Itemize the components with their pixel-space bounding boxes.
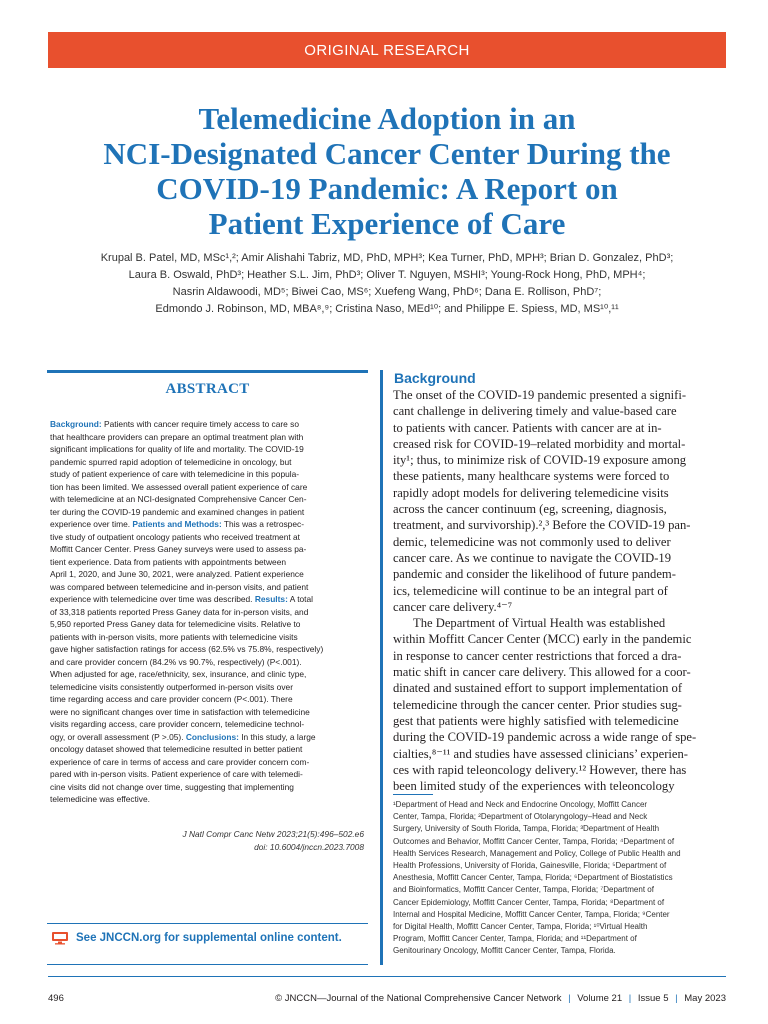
abstract-panel	[47, 370, 368, 965]
section-banner	[48, 32, 726, 68]
body-line: matic shift in cancer care delivery. This allowed for a coor-	[393, 665, 691, 680]
article-title	[48, 101, 726, 241]
body-line: dinated and sustained effort to support implementation of	[393, 681, 683, 696]
affiliation-line: Outcomes and Behavior, Moffitt Cancer Center, Tampa, Florida; ⁴Department of	[393, 836, 675, 846]
abstract-line: Moffitt Cancer Center. Press Ganey surveys were used to assess pa-	[50, 544, 307, 554]
abstract-line: telemedicine visits consistently outperformed in-person visits over	[50, 681, 293, 692]
author-line: Krupal B. Patel, MD, MSc¹,²; Amir Alishahi Tabriz, MD, PhD, MPH³; Kea Turner, PhD, MPH³; Brian D. Gonzalez, PhD³;	[100, 252, 674, 264]
affiliations-rule	[393, 794, 433, 795]
body-line: creased risk for COVID-19–related morbidity and mortal-	[393, 436, 686, 451]
affiliation-line: Genitourinary Oncology, Moffitt Cancer Center, Tampa, Florida.	[393, 946, 616, 956]
background-body	[393, 387, 713, 794]
abstract-label-background: Background:	[50, 419, 102, 429]
abstract-line: April 1, 2020, and June 30, 2021, were analyzed. Patient experience	[50, 569, 304, 579]
abstract-line: visits regarding access, care provider concern, telemedicine technol-	[50, 719, 305, 729]
body-line: The Department of Virtual Health was established	[413, 616, 666, 631]
body-line: during the COVID-19 pandemic across a wide range of spe-	[393, 730, 697, 745]
banner-label: ORIGINAL RESEARCH	[304, 41, 470, 59]
abstract-line: tive study of outpatient oncology patients who received treatment at	[50, 531, 301, 542]
abstract-line: that healthcare providers can prepare an optimal treatment plan with	[50, 431, 304, 442]
affiliation-line: Health Professions, University of Florida, Gainesville, Florida; ⁵Department of	[393, 861, 667, 871]
column-rule	[380, 370, 383, 965]
affiliation-line: Cancer Epidemiology, Moffitt Cancer Center, Tampa, Florida; ⁸Department of	[393, 897, 665, 907]
abstract-body	[50, 418, 366, 806]
footer-separator: |	[568, 993, 571, 1004]
abstract-line: tient experience. Data from patients with appointments between	[50, 556, 287, 567]
citation-journal: J Natl Compr Canc Netw 2023;21(5):496–502.e6	[182, 829, 364, 839]
background-heading: Background	[394, 370, 476, 386]
title-line: Telemedicine Adoption in an	[198, 101, 576, 136]
abstract-line: cine visits did not change over time, suggesting that implementing	[50, 781, 294, 792]
affiliation-line: ¹Department of Head and Neck and Endocrine Oncology, Moffitt Cancer	[393, 800, 648, 809]
abstract-line: Background: Patients with cancer require timely access to care so	[50, 419, 300, 429]
affiliation-line: and Bioinformatics, Moffitt Cancer Center, Tampa, Florida; ⁷Department of	[393, 885, 654, 895]
body-line: ics, telemedicine will continue to be an integral part of	[393, 583, 668, 598]
title-line: COVID-19 Pandemic: A Report on	[156, 171, 618, 206]
affiliation-line: Center, Tampa, Florida; ²Department of Otolaryngology–Head and Neck	[393, 812, 648, 822]
abstract-line: with telemedicine at an NCI-designated Comprehensive Cancer Cen-	[50, 494, 307, 504]
abstract-line: significant implications for quality of life and mortality. The COVID-19	[50, 444, 304, 454]
body-line: demic, telemedicine was not commonly used to deliver	[393, 534, 671, 549]
body-line: been limited study of the experiences with teleoncology	[393, 779, 675, 794]
body-line: cialties,⁸⁻¹¹ and studies have assessed clinicians’ experien-	[393, 746, 688, 761]
abstract-line: pared with in-person visits. Patient experience of care with telemedi-	[50, 769, 303, 779]
body-line: these patients, many healthcare systems were forced to	[393, 469, 670, 484]
abstract-line: telemedicine was effective.	[50, 794, 150, 804]
footer-separator: |	[675, 993, 678, 1004]
body-line: rapidly adopt models for delivering telemedicine visits	[393, 485, 669, 500]
affiliation-line: Health Services Research, Management and Policy, College of Public Health and	[393, 848, 681, 858]
body-line: gest that patients were highly satisfied with telemedicine	[393, 713, 679, 728]
affiliations	[393, 799, 723, 958]
abstract-line: oncology dataset showed that telemedicine resulted in better patient	[50, 744, 303, 754]
abstract-line: and care provider concern (84.2% vs 90.7%, respectively) (P<.001).	[50, 656, 302, 667]
abstract-heading: ABSTRACT	[165, 381, 250, 397]
author-line: Laura B. Oswald, PhD³; Heather S.L. Jim, PhD³; Oliver T. Nguyen, MSHI³; Young-Rock Hong, PhD, MPH⁴;	[128, 269, 646, 281]
citation-doi[interactable]: doi: 10.6004/jnccn.2023.7008	[254, 841, 364, 852]
body-line: ity¹; thus, to minimize risk of COVID-19 exposure among	[393, 453, 687, 468]
abstract-line: were no significant changes over time in satisfaction with telemedicine	[50, 706, 310, 717]
body-line: cancer care delivery.⁴⁻⁷	[393, 599, 513, 614]
abstract-line: tion has been limited. We assessed overall patient experience of care	[50, 481, 308, 492]
abstract-line: study of patient experience of care with telemedicine in this popula-	[50, 469, 300, 479]
footer-rule	[48, 976, 726, 977]
journal-issue: Issue 5	[637, 993, 669, 1004]
title-line: Patient Experience of Care	[208, 206, 566, 241]
abstract-line: experience with telemedicine over time was described. Results: A total	[50, 594, 314, 604]
abstract-line: When adjusted for age, race/ethnicity, sex, insurance, and clinic type,	[50, 669, 307, 679]
journal-date: May 2023	[684, 993, 726, 1004]
abstract-label-results: Results:	[254, 594, 288, 604]
abstract-line: time regarding access and care provider concern (P<.001). There	[50, 694, 293, 704]
abstract-label-methods: Patients and Methods:	[132, 519, 222, 529]
body-line: pandemic and consider the likelihood of future pandem-	[393, 567, 676, 582]
body-line: cant challenge in delivering timely and value-based care	[393, 404, 677, 419]
abstract-label-conclusions: Conclusions:	[185, 731, 239, 742]
abstract-line: patients with in-person visits, more patients with telemedicine visits	[50, 631, 298, 642]
affiliation-line: for Digital Health, Moffitt Cancer Center, Tampa, Florida; ¹⁰Virtual Health	[393, 922, 648, 932]
affiliation-line: Internal and Hospital Medicine, Moffitt Cancer Center, Tampa, Florida; ⁹Center	[393, 909, 670, 919]
author-line: Edmondo J. Robinson, MD, MBA⁸,⁹; Cristina Naso, MEd¹⁰; and Philippe E. Spiess, MD, MS¹⁰,¹¹	[155, 303, 619, 315]
journal-volume: Volume 21	[577, 993, 623, 1004]
abstract-line: ter during the COVID-19 pandemic and examined changes in patient	[50, 506, 305, 517]
body-line: ces with rapid teleoncology delivery.¹² However, there has	[393, 762, 687, 777]
abstract-line: experience of care in terms of access and care provider concern com-	[50, 756, 310, 767]
author-line: Nasrin Aldawoodi, MD⁵; Biwei Cao, MS⁶; Xuefeng Wang, PhD⁶; Dana E. Rollison, PhD⁷;	[172, 286, 602, 298]
abstract-line: ogy, or overall assessment (P >.05). Conclusions: In this study, a large	[50, 731, 316, 742]
footer-separator: |	[628, 993, 632, 1004]
abstract-line: was compared between telemedicine and in-person visits, and patient	[50, 581, 309, 592]
journal-footer	[275, 993, 726, 1004]
body-line: cancer care. As we continue to navigate the COVID-19	[393, 550, 672, 565]
body-line: The onset of the COVID-19 pandemic presented a signifi-	[393, 388, 687, 402]
title-line: NCI-Designated Cancer Center During the	[103, 136, 671, 171]
abstract-line: experience over time. Patients and Methods: This was a retrospec-	[50, 519, 304, 529]
body-line: within Moffitt Cancer Center (MCC) early in the pandemic	[393, 632, 692, 647]
body-line: in response to cancer center restrictions that forced a dra-	[393, 648, 682, 663]
divider	[47, 923, 368, 924]
affiliation-line: Program, Moffitt Cancer Center, Tampa, Florida; and ¹¹Department of	[393, 934, 637, 944]
abstract-line: of 33,318 patients reported Press Ganey data for in-person visits, and	[50, 606, 309, 617]
abstract-line: gave higher satisfaction ratings for access (62.5% vs 75.8%, respectively)	[50, 644, 324, 654]
monitor-icon	[51, 931, 69, 945]
citation	[182, 828, 364, 853]
page-number: 496	[48, 993, 64, 1004]
body-line: to patients with cancer. Patients with cancer are at in-	[393, 420, 662, 435]
supplemental-text[interactable]: See JNCCN.org for supplemental online content.	[76, 932, 342, 944]
affiliation-line: Anesthesia, Moffitt Cancer Center, Tampa, Florida; ⁶Department of Biostatistics	[393, 873, 673, 883]
abstract-line: 5,950 reported Press Ganey data for telemedicine visits. Relative to	[50, 619, 301, 629]
body-line: treatment, and survivorship).²,³ Before the COVID-19 pan-	[393, 518, 691, 533]
supplemental-link[interactable]	[51, 931, 342, 945]
body-line: across the cancer continuum (eg, screening, diagnosis,	[393, 502, 667, 517]
affiliation-line: Surgery, University of South Florida, Tampa, Florida; ³Department of Health	[393, 824, 660, 834]
abstract-line: pandemic spurred rapid adoption of telemedicine in oncology, but	[50, 456, 292, 467]
author-list	[48, 250, 726, 318]
journal-name: © JNCCN—Journal of the National Comprehensive Cancer Network	[275, 993, 562, 1004]
body-line: telemedicine through the cancer center. Prior studies sug-	[393, 697, 682, 712]
